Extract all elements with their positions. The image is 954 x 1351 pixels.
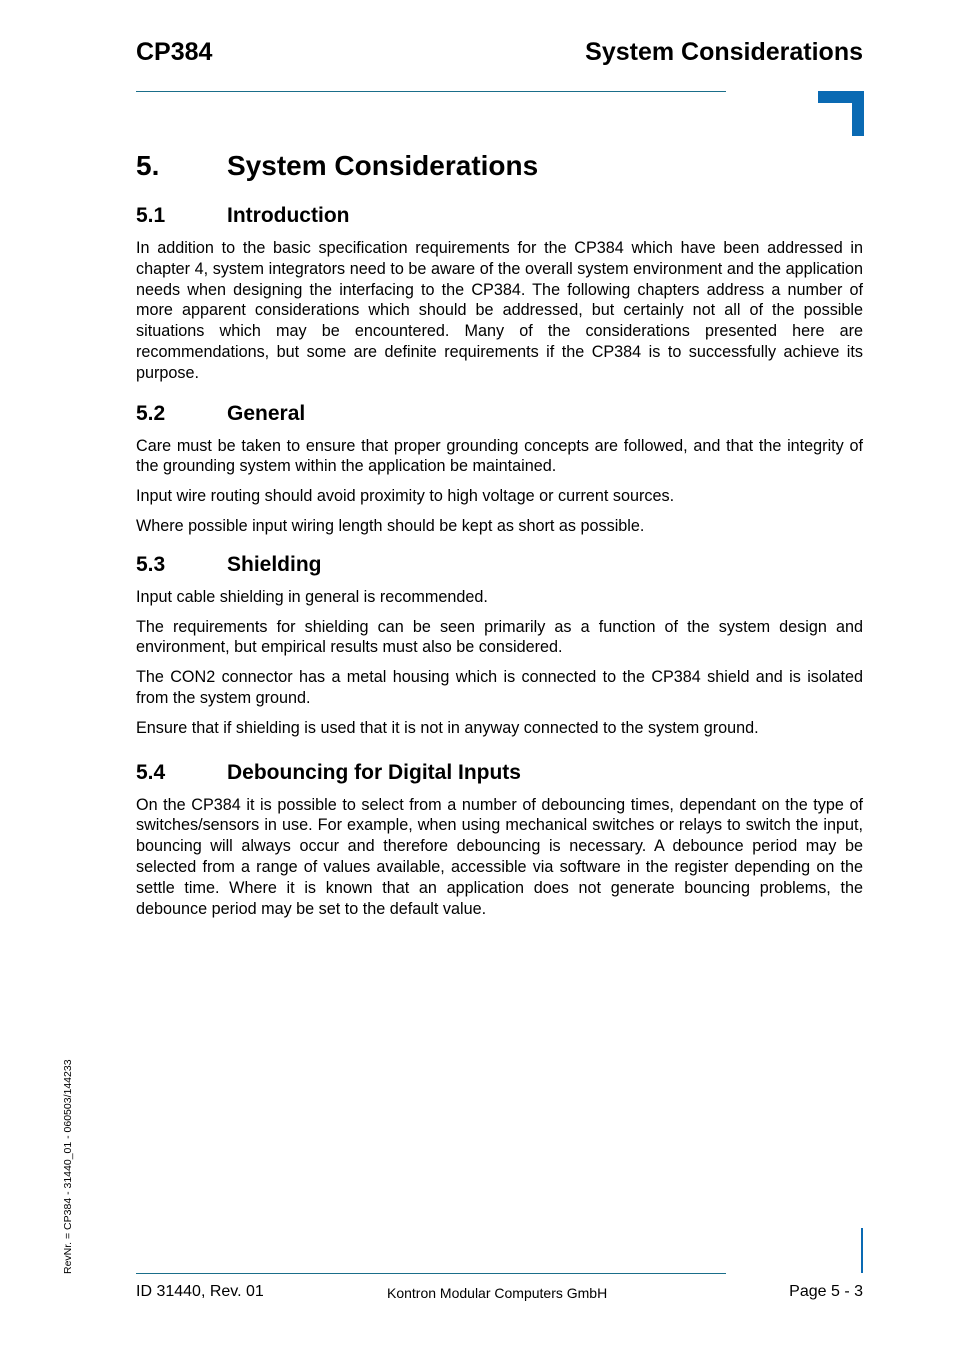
section-title: General [227,401,306,425]
footer-rule [136,1273,726,1274]
section-title: Introduction [227,204,350,227]
chapter-title: System Considerations [227,150,539,181]
section-title: Shielding [227,552,322,576]
paragraph: Where possible input wiring length should be kept as short as possible. [136,516,645,535]
paragraph: The requirements for shielding can be seen primarily as a function of the system design and environment, but empirical results must also be considered. [136,617,863,657]
section-number: 5.3 [136,552,166,576]
section-shielding [136,553,863,739]
paragraph: Input cable shielding in general is recommended. [136,587,488,606]
paragraph: Input wire routing should avoid proximity to high voltage or current sources. [136,487,675,506]
section-heading [136,204,863,228]
paragraph: In addition to the basic specification requirements for the CP384 which have been addressed in chapter 4, system integrators need to be aware of the overall system environment and the application needs when designing the interfacing to the CP384. The following chapters address a number of more apparent considerations which should be addressed, but certainly not all of the possible situations which may be encountered. Many of the considerations presented here are recommendations, but some are definite requirements if the CP384 is to successfully achieve its purpose. [136,239,863,382]
paragraph: Care must be taken to ensure that proper grounding concepts are followed, and that the integrity of the grounding system within the application be maintained. [136,436,863,476]
page-content [136,150,863,937]
section-number: 5.4 [136,760,166,784]
section-introduction [136,204,863,384]
header-product: CP384 [136,38,213,66]
chapter-number: 5. [136,150,160,181]
paragraph: On the CP384 it is possible to select from a number of debouncing times, dependant on the type of switches/sensors in use. For example, when using mechanical switches or relays to switch the input, bouncing will always occur and therefore debouncing is necessary. A debounce period may be selected from a range of values available, accessible via software in the register depending on the settle time. Where it is known that an application does not generate bouncing problems, the debounce period may be set to the default value. [136,795,863,918]
footer-document-id: ID 31440, Rev. 01 [136,1283,264,1300]
footer-company: Kontron Modular Computers GmbH [387,1285,608,1301]
section-debouncing [136,761,863,920]
section-general [136,402,863,537]
corner-bracket-bottom [861,1228,863,1273]
revision-side-note: RevNr. = CP384 - 31440_01 - 060503/144233 [62,1059,74,1274]
paragraph: The CON2 connector has a metal housing which is connected to the CP384 shield and is isolated from the system ground. [136,668,863,707]
section-number: 5.1 [136,204,166,227]
chapter-heading [136,150,863,182]
footer-page-number: Page 5 - 3 [789,1283,863,1300]
section-heading [136,761,863,785]
section-number: 5.2 [136,401,166,425]
paragraph: Ensure that if shielding is used that it is not in anyway connected to the system ground. [136,718,759,737]
section-title: Debouncing for Digital Inputs [227,760,521,784]
corner-bracket-top [818,91,864,136]
header-rule [136,91,726,92]
header-chapter-title: System Considerations [585,38,863,66]
section-heading [136,553,863,577]
section-heading [136,402,863,426]
